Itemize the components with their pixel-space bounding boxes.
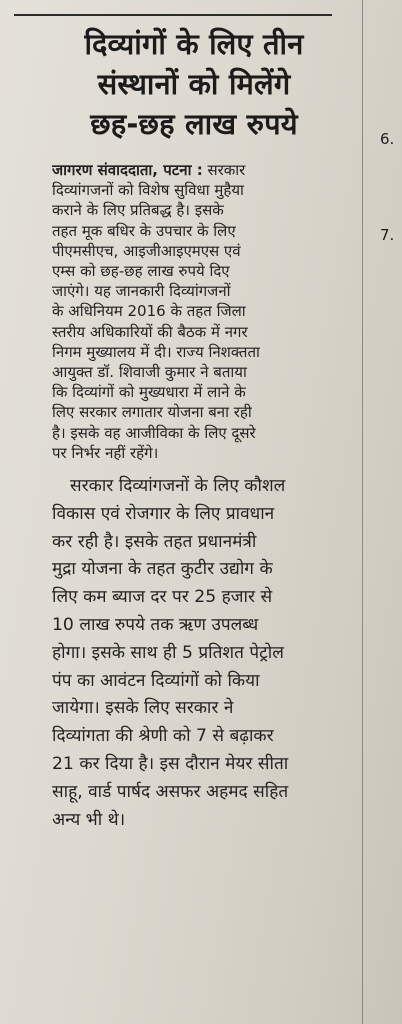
text-line: सरकार दिव्यांगजनों के लिए कौशल [70,476,286,497]
paragraph-2 [52,473,358,834]
text-line: जायेगा। इसके लिए सरकार ने [52,698,234,719]
text-line: होगा। इसके साथ ही 5 प्रतिशत पेट्रोल [52,642,284,663]
text-line: साहू, वार्ड पार्षद असफर अहमद सहित [52,781,289,802]
text-line: लिए कम ब्याज दर पर 25 हजार से [52,587,273,608]
paragraph-1 [52,160,358,463]
adjacent-column-number: 6. [380,130,395,148]
top-rule [14,14,332,16]
text-line: कर रही है। इसके तहत प्रधानमंत्री [52,531,257,552]
text-line: एम्स को छह-छह लाख रुपये दिए [52,262,230,281]
text-line: कराने के लिए प्रतिबद्ध है। इसके [52,201,224,220]
headline-line: संस्थानों को मिलेंगे [97,67,291,101]
text-line: कि दिव्यांगों को मुख्यधारा में लाने के [52,383,246,402]
text-line: है। इसके वह आजीविका के लिए दूसरे [52,423,256,442]
text-line: दिव्यांगता की श्रेणी को 7 से बढ़ाकर [52,726,274,747]
text-line: तहत मूक बधिर के उपचार के लिए [52,221,236,240]
article-body [52,160,358,834]
dateline: जागरण संवाददाता, पटना : [52,161,203,179]
text-line: के अधिनियम 2016 के तहत जिला [52,302,246,321]
text-line [52,160,358,180]
text-line: पंप का आवंटन दिव्यांगों को किया [52,670,260,691]
text-line: 10 लाख रुपये तक ऋण उपलब्ध [52,615,259,636]
headline-line: दिव्यांगों के लिए तीन [84,27,304,61]
text-line: विकास एवं रोजगार के लिए प्रावधान [52,503,275,524]
text-fragment: सरकार [207,161,246,179]
text-line: पर निर्भर नहीं रहेंगे। [52,443,159,462]
text-line: पीएमसीएच, आइजीआइएमएस एवं [52,241,241,260]
text-line: दिव्यांगजनों को विशेष सुविधा मुहैया [52,181,244,200]
text-line: आयुक्त डॉ. शिवाजी कुमार ने बताया [52,363,247,382]
text-line: स्तरीय अधिकारियों की बैठक में नगर [52,322,248,341]
article-headline [44,24,344,144]
text-line: लिए सरकार लगातार योजना बना रही [52,403,252,422]
text-line: जाएंगे। यह जानकारी दिव्यांगजनों [52,282,231,301]
headline-line: छह-छह लाख रुपये [90,107,298,141]
text-line: 21 कर दिया है। इस दौरान मेयर सीता [52,754,289,775]
text-line: निगम मुख्यालय में दी। राज्य निशक्तता [52,342,260,361]
column-divider [362,0,363,1024]
adjacent-column-number: 7. [380,226,395,244]
text-line: मुद्रा योजना के तहत कुटीर उद्योग के [52,559,273,580]
text-line: अन्य भी थे। [52,809,126,830]
